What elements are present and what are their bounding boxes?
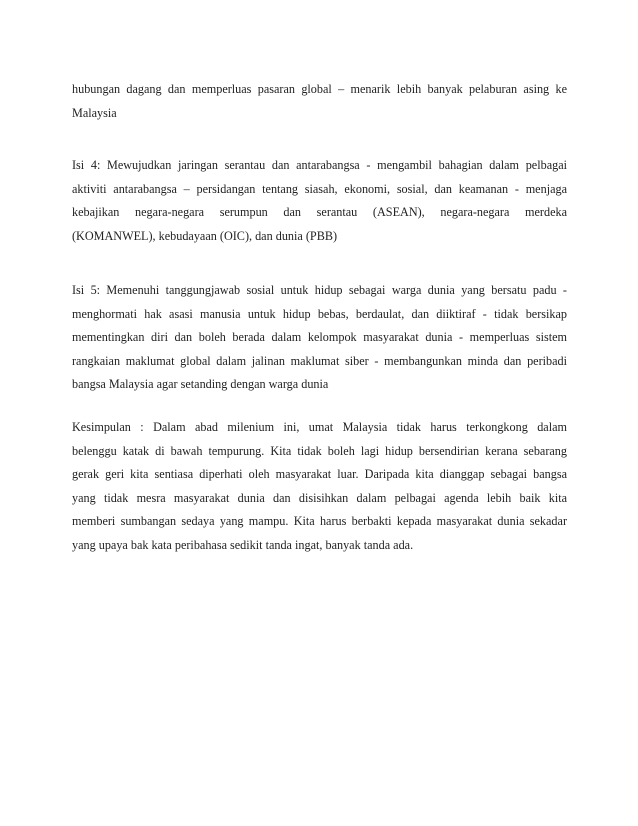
paragraph-line: Kesimpulan : Dalam abad milenium ini, umat Malaysia tidak harus terkongkong dalam [72,420,567,434]
paragraph-line: aktiviti antarabangsa – persidangan tentang siasah, ekonomi, sosial, dan keamanan - menjaga [72,181,567,196]
paragraph-line: mementingkan diri dan boleh berada dalam kelompok masyarakat dunia - memperluas sistem [72,330,567,345]
paragraph-isi-5 [72,279,567,397]
paragraph-line: gerak geri kita sentiasa diperhati oleh masyarakat luar. Daripada kita dianggap sebagai bangsa [72,467,567,482]
paragraph-line: yang upaya bak kata peribahasa sedikit tanda ingat, banyak tanda ada. [72,537,414,552]
paragraph-line: rangkaian maklumat global dalam jalinan maklumat siber - membangunkan minda dan peribadi [72,353,567,368]
paragraph-line: hubungan dagang dan memperluas pasaran global – menarik lebih banyak pelaburan asing ke [72,82,567,96]
paragraph-line: menghormati hak asasi manusia untuk hidup bebas, berdaulat, dan diiktiraf - tidak bersikap [72,306,567,321]
paragraph-line: memberi sumbangan sedaya yang mampu. Kita harus berbakti kepada masyarakat dunia sekadar [72,514,567,529]
paragraph-line: Isi 5: Memenuhi tanggungjawab sosial untuk hidup sebagai warga dunia yang bersatu padu - [72,283,567,297]
paragraph-trade-intro [72,78,567,125]
paragraph-line: (KOMANWEL), kebudayaan (OIC), dan dunia (PBB) [72,228,338,243]
paragraph-isi-4 [72,154,567,248]
paragraph-line: kebajikan negara-negara serumpun dan serantau (ASEAN), negara-negara merdeka [72,205,567,220]
paragraph-line: yang tidak mesra masyarakat dunia dan disisihkan dalam pelbagai agenda lebih baik kita [72,490,567,505]
paragraph-line: belenggu katak di bawah tempurung. Kita tidak boleh lagi hidup bersendirian kerana sebarang [72,443,567,458]
paragraph-line: bangsa Malaysia agar setanding dengan warga dunia [72,377,329,392]
paragraph-line: Isi 4: Mewujudkan jaringan serantau dan antarabangsa - mengambil bahagian dalam pelbagai [72,158,567,172]
paragraph-kesimpulan [72,416,567,558]
paragraph-line: Malaysia [72,105,117,120]
